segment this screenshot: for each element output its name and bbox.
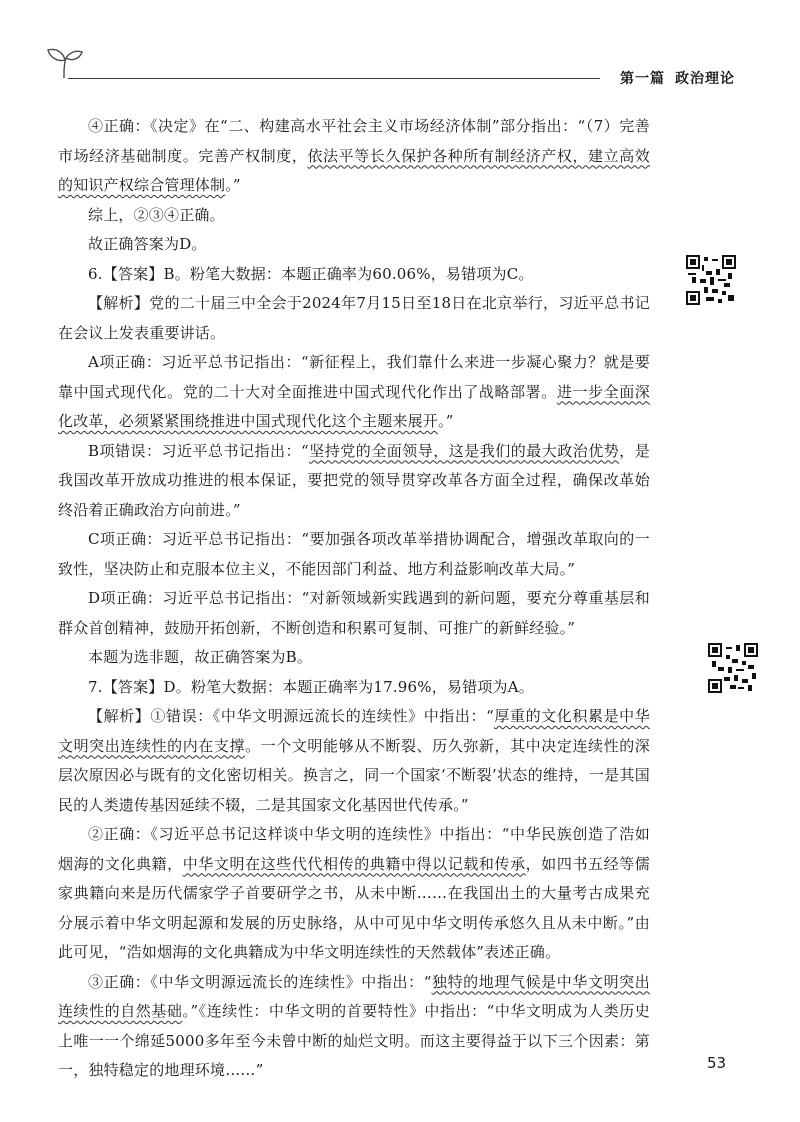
text-segment: 【解析】党的二十届三中全会于2024年7月15日至18日在北京举行，习近平总书记在会议上发表重要讲话。 xyxy=(58,294,650,342)
text-segment: 。” xyxy=(225,176,241,194)
text-segment: B项错误：习近平总书记指出：“ xyxy=(88,441,309,460)
header-rule-short xyxy=(68,78,80,79)
text-segment: A项正确：习近平总书记指出：“新征程上，我们靠什么来进一步凝心聚力？就是要靠中国式现代化。党的二十大对全面推进中国式现代化作出了战略部署。 xyxy=(58,353,650,401)
text-segment: 。一个文明能够从不断裂、历久弥新，其中决定连续性的深层次原因必与既有的文化密切相关。换言之，同一个国家‘不断裂’状态的维持，一是其国民的人类遗传基因延续不辍，二是其国家文化基因世代传承。” xyxy=(58,736,651,814)
underlined-text: 独特的地理气候是中华文明突出连续性的自然基础 xyxy=(58,972,650,1020)
page-number: 53 xyxy=(707,1054,727,1072)
text-segment: 6.【答案】B。粉笔大数据：本题正确率为60.06%，易错项为C。 xyxy=(88,264,534,283)
text-segment: 。”《连续性：中华文明的首要特性》中指出：“中华文明成为人类历史上唯一一个绵延5000多年至今未曾中断的灿烂文明。而这主要得益于以下三个因素：第一，独特稳定的地理环境……” xyxy=(58,1002,650,1079)
text-segment: D项正确：习近平总书记指出：“对新领域新实践遇到的新问题，要充分尊重基层和群众首创精神，鼓励开拓创新，不断创造和积累可复制、可推广的新鲜经验。” xyxy=(58,589,650,637)
text-segment: 本题为选非题，故正确答案为B。 xyxy=(88,648,313,666)
text-segment: ，是我国改革开放成功推进的根本保证，要把党的领导贯穿改革各方面全过程，确保改革始终沿着正确政治方向前进。” xyxy=(58,441,650,519)
paragraph xyxy=(58,702,650,820)
paragraph xyxy=(58,201,650,231)
text-segment: ④正确：《决定》在“二、构建高水平社会主义市场经济体制”部分指出：“（7）完善市场经济基础制度。完善产权制度， xyxy=(58,117,650,165)
header-rule xyxy=(80,78,600,79)
paragraph xyxy=(58,260,650,290)
paragraph xyxy=(58,112,650,201)
paragraph xyxy=(58,643,650,673)
paragraph xyxy=(58,673,650,703)
underlined-text: 坚持党的全面领导，这是我们的最大政治优势 xyxy=(308,441,620,460)
paragraph xyxy=(58,230,650,260)
paragraph xyxy=(58,820,650,968)
page-header xyxy=(0,0,800,100)
underlined-text: 厚重的文化积累是中华文明突出连续性的内在支撑 xyxy=(58,707,650,755)
text-segment: 。” xyxy=(438,412,454,430)
text-segment: ，如四书五经等儒家典籍向来是历代儒家学子首要研学之书，从未中断……在我国出土的大量考古成果充分展示着中华文明起源和发展的历史脉络，从中可见中华文明传承悠久且从未中断。”由此可见，“浩如烟海的文化典籍成为中华文明连续性的天然载体”表述正确。 xyxy=(58,854,650,961)
underlined-text: 依法平等长久保护各种所有制经济产权，建立高效的知识产权综合管理体制 xyxy=(58,146,651,194)
text-segment: ②正确：《习近平总书记这样谈中华文明的连续性》中指出：“中华民族创造了浩如烟海的文化典籍， xyxy=(58,825,650,873)
part-title: 政治理论 xyxy=(675,71,735,87)
text-segment: C项正确：习近平总书记指出：“要加强各项改革举措协调配合，增强改革取向的一致性，坚决防止和克服本位主义，不能因部门利益、地方利益影响改革大局。” xyxy=(58,530,650,578)
qr-code-icon[interactable] xyxy=(708,643,758,693)
paragraph xyxy=(58,437,650,526)
text-segment: 7.【答案】D。粉笔大数据：本题正确率为17.96%，易错项为A。 xyxy=(88,677,534,696)
paragraph xyxy=(58,525,650,584)
sprout-icon xyxy=(44,44,84,80)
text-segment: 【解析】①错误：《中华文明源远流长的连续性》中指出：“ xyxy=(88,707,494,725)
section-label xyxy=(620,68,735,88)
qr-code-icon[interactable] xyxy=(686,255,736,305)
text-segment: 综上，②③④正确。 xyxy=(88,205,225,224)
paragraph xyxy=(58,584,650,643)
paragraph xyxy=(58,968,650,1086)
paragraph xyxy=(58,348,650,437)
text-segment: ③正确：《中华文明源远流长的连续性》中指出：“ xyxy=(88,972,432,991)
underlined-text: 中华文明在这些代代相传的典籍中得以记载和传承 xyxy=(182,854,526,873)
paragraph xyxy=(58,289,650,348)
page-content xyxy=(58,112,650,1086)
part-label: 第一篇 xyxy=(620,71,665,87)
text-segment: 故正确答案为D。 xyxy=(88,235,207,253)
underlined-text: 进一步全面深化改革，必须紧紧围绕推进中国式现代化这个主题来展开 xyxy=(58,382,651,430)
